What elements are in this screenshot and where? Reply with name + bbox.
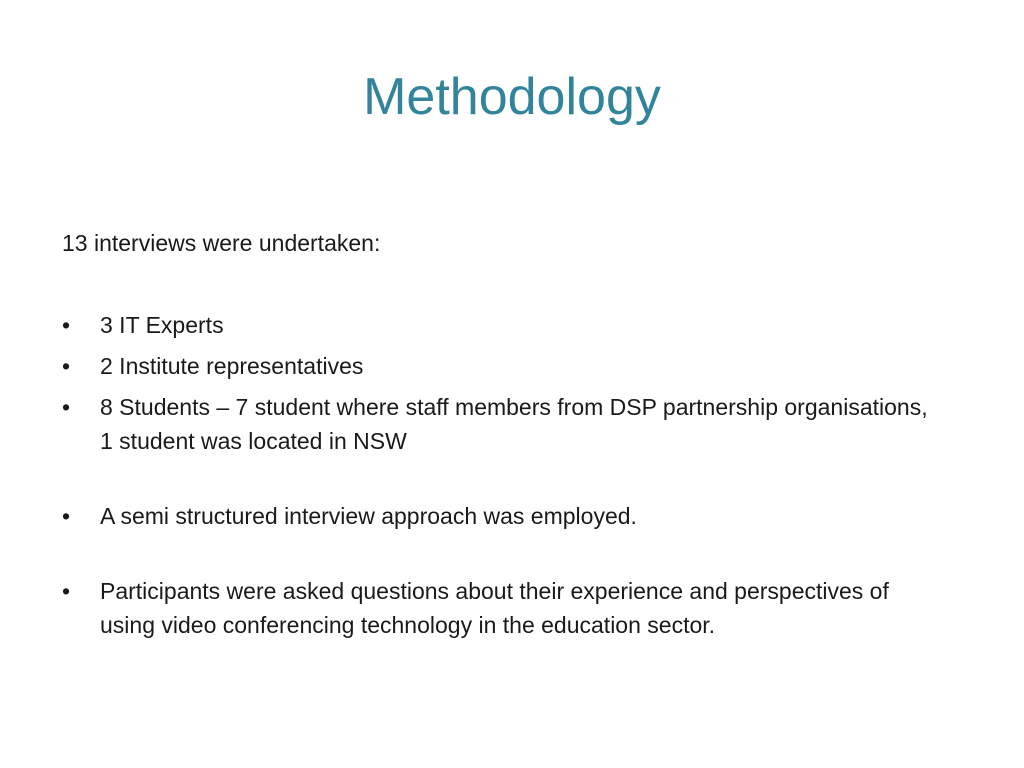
bullet-item-participants <box>62 574 942 642</box>
bullet-icon: • <box>62 353 71 379</box>
bullet-icon: • <box>62 503 71 529</box>
bullet-text: 2 Institute representatives <box>100 353 364 379</box>
bullet-item-interview-approach <box>62 499 942 533</box>
bullet-icon: • <box>62 312 71 338</box>
bullet-item-institute-representatives <box>62 349 942 383</box>
bullet-icon: • <box>62 394 71 420</box>
slide-body <box>62 226 942 649</box>
intro-text: 13 interviews were undertaken: <box>62 230 381 256</box>
bullet-list <box>62 308 942 642</box>
slide-title: Methodology <box>363 68 661 126</box>
bullet-text: 3 IT Experts <box>100 312 224 338</box>
bullet-item-it-experts <box>62 308 942 342</box>
bullet-text: A semi structured interview approach was employed. <box>100 503 637 529</box>
bullet-icon: • <box>62 578 71 604</box>
bullet-text: Participants were asked questions about their experience and perspectives of using video conferencing technology in the education sector. <box>100 578 889 638</box>
bullet-text: 8 Students – 7 student where staff members from DSP partnership organisations, 1 student was located in NSW <box>100 394 928 454</box>
bullet-item-students <box>62 390 942 458</box>
